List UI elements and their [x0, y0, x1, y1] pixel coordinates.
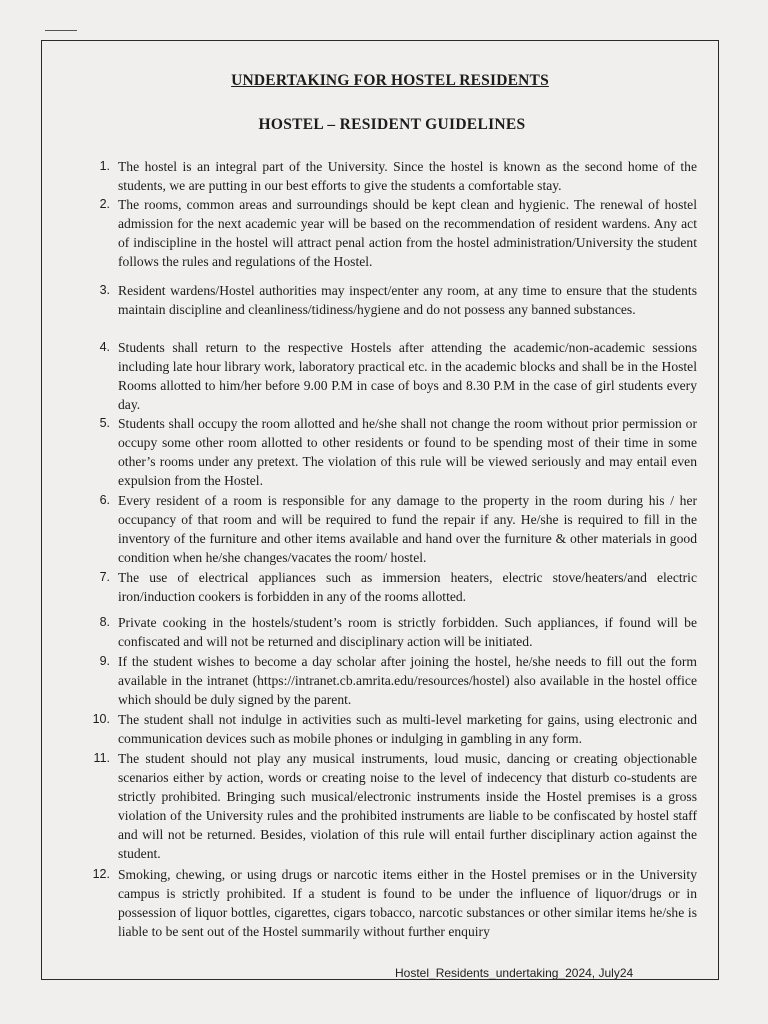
item-number: 8.	[99, 615, 110, 629]
item-number: 5.	[99, 416, 110, 430]
item-text: Students shall occupy the room allotted and he/she shall not change the room without prior permission or occupy some other room allotted to other residents or found to be spending most of their time in some other’s rooms under any pretext. The violation of this rule will be viewed seriously and may entail even expulsion from the Hostel.	[118, 416, 697, 489]
item-text: The student should not play any musical instruments, loud music, dancing or creating objectionable scenarios either by action, words or creating noise to the level of indecency that disturb co-students are strictly prohibited. Bringing such musical/electronic instruments inside the Hostel premises is a gross violation of the University rules and the prohibited instruments are liable to be confiscated by hostel staff and will not be returned. Besides, violation of this rule will entail further disciplinary action against the student.	[118, 751, 697, 862]
item-text: Smoking, chewing, or using drugs or narcotic items either in the Hostel premises or in the University campus is strictly prohibited. If a student is found to be under the influence of liquor/drugs or in possession of liquor bottles, cigarettes, cigars tobacco, narcotic substances or other similar items he/she is liable to be sent out of the Hostel summarily without further enquiry	[118, 867, 697, 940]
item-text: The hostel is an integral part of the University. Since the hostel is known as the second home of the students, we are putting in our best efforts to give the students a comfortable stay.	[118, 159, 697, 194]
item-number: 3.	[99, 283, 110, 297]
item-text: The student shall not indulge in activities such as multi-level marketing for gains, using electronic and communication devices such as mobile phones or indulging in gambling in any form.	[118, 712, 697, 747]
guideline-item	[90, 710, 697, 748]
item-number: 7.	[99, 570, 110, 584]
guideline-item	[90, 568, 697, 606]
guideline-item	[90, 157, 697, 195]
item-text: Resident wardens/Hostel authorities may inspect/enter any room, at any time to ensure that the students maintain discipline and cleanliness/tidiness/hygiene and do not possess any banned substances.	[118, 283, 697, 318]
item-number: 2.	[99, 197, 110, 211]
item-number: 6.	[99, 493, 110, 507]
item-text: The rooms, common areas and surroundings should be kept clean and hygienic. The renewal of hostel admission for the next academic year will be based on the recommendation of resident wardens. Any act of indiscipline in the hostel will attract penal action from the hostel administration/University the student follows the rules and regulations of the Hostel.	[118, 197, 697, 270]
document-subtitle: HOSTEL – RESIDENT GUIDELINES	[258, 116, 526, 133]
item-text: The use of electrical appliances such as immersion heaters, electric stove/heaters/and electric iron/induction cookers is forbidden in any of the rooms allotted.	[118, 570, 697, 605]
item-number: 1.	[99, 159, 110, 173]
guideline-item	[90, 338, 697, 414]
item-text: Students shall return to the respective Hostels after attending the academic/non-academic sessions including late hour library work, laboratory practical etc. in the academic blocks and shall be in the Hostel Rooms allotted to him/her before 9.00 P.M in case of boys and 8.30 P.M in the case of girl students every day.	[118, 340, 697, 413]
guideline-item	[90, 652, 697, 709]
guideline-item	[90, 613, 697, 651]
guideline-item	[90, 865, 697, 941]
item-number: 10.	[92, 712, 110, 726]
guideline-item	[90, 749, 697, 864]
item-text: If the student wishes to become a day scholar after joining the hostel, he/she needs to fill out the form available in the intranet (https://intranet.cb.amrita.edu/resources/hostel) also available in the hostel office which should be duly signed by the parent.	[118, 654, 697, 708]
guideline-item	[90, 195, 697, 271]
item-text: Every resident of a room is responsible for any damage to the property in the room during his / her occupancy of that room and will be required to fund the repair if any. He/she is required to fill in the inventory of the furniture and other items available and hand over the furniture & other materials in good condition when he/she changes/vacates the room/ hostel.	[118, 493, 697, 566]
item-number: 4.	[99, 340, 110, 354]
document-title: UNDERTAKING FOR HOSTEL RESIDENTS	[231, 72, 549, 89]
item-number: 11.	[93, 751, 110, 765]
guideline-item	[90, 414, 697, 490]
item-text: Private cooking in the hostels/student’s room is strictly forbidden. Such appliances, if found will be confiscated and will not be returned and disciplinary action will be initiated.	[118, 615, 697, 650]
item-number: 12.	[92, 867, 110, 881]
guideline-item	[90, 491, 697, 567]
guideline-item	[90, 281, 697, 319]
pen-mark	[45, 30, 77, 31]
document-footer: Hostel_Residents_undertaking_2024, July24	[395, 966, 634, 980]
item-number: 9.	[99, 654, 110, 668]
